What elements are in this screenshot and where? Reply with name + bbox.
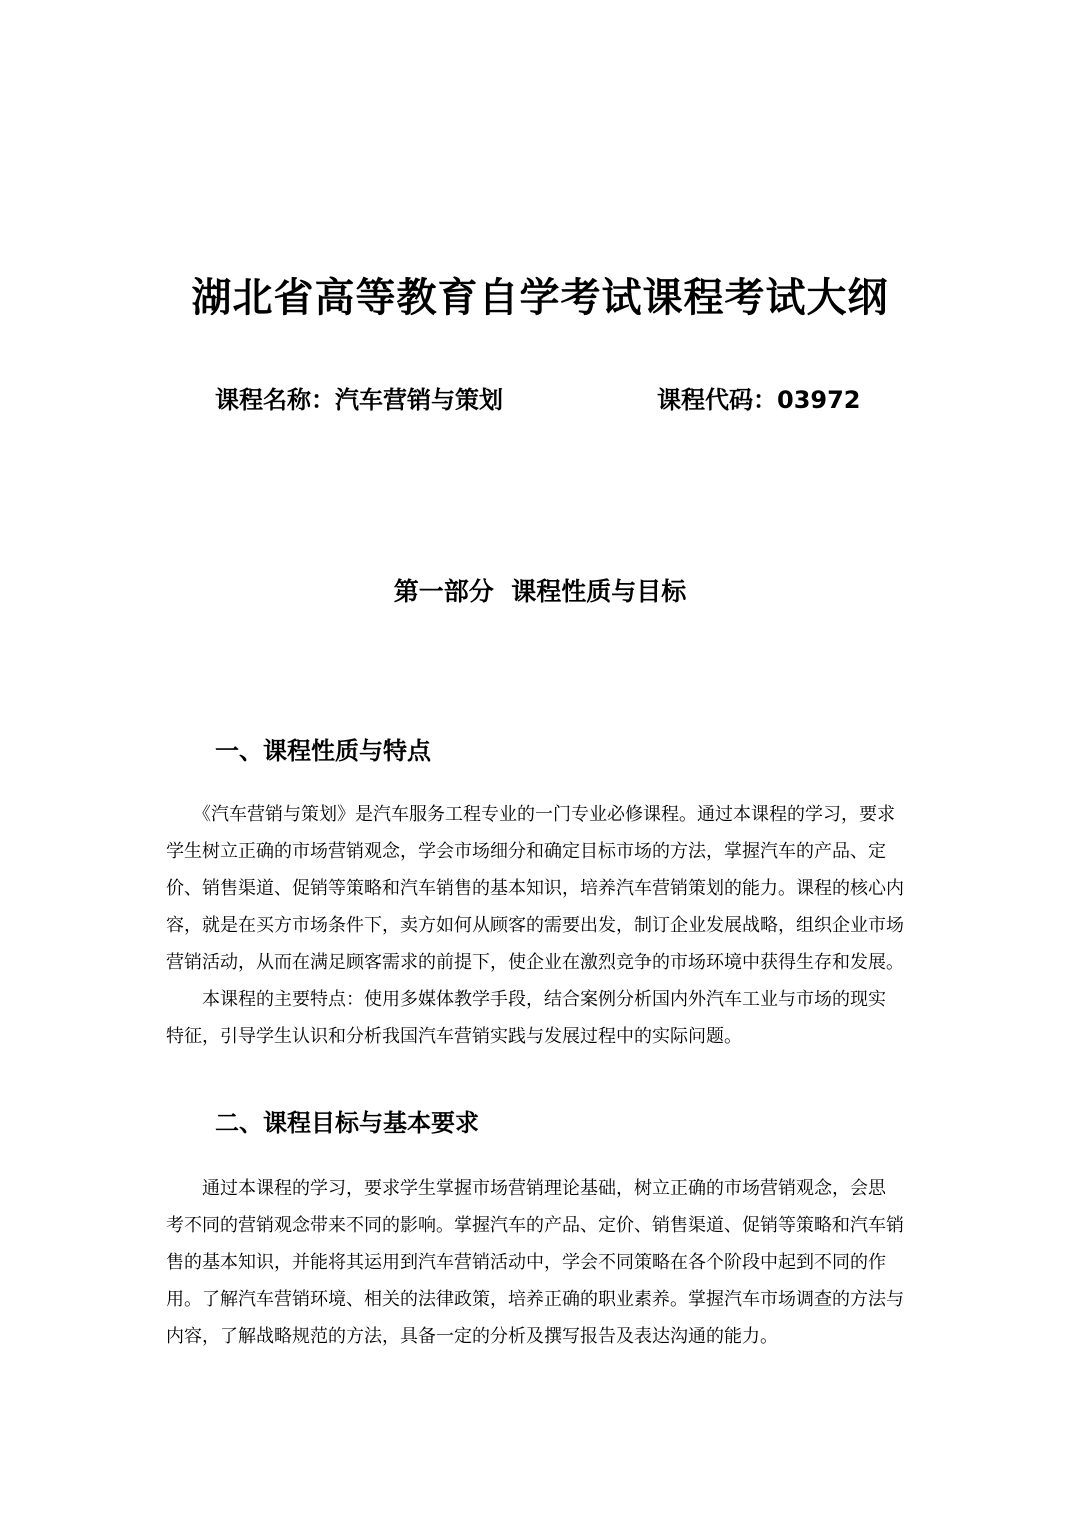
text-line: 价、销售渠道、促销等策略和汽车销售的基本知识，培养汽车营销策划的能力。课程的核心内 [166, 878, 904, 899]
document-title: 湖北省高等教育自学考试课程考试大纲 [191, 275, 889, 321]
section-body-nature [166, 796, 926, 1055]
text-line: 售的基本知识，并能将其运用到汽车营销活动中，学会不同策略在各个阶段中起到不同的作 [166, 1252, 886, 1273]
course-code: 课程代码：03972 [657, 386, 861, 414]
text-line: 内容，了解战略规范的方法，具备一定的分析及撰写报告及表达沟通的能力。 [166, 1326, 778, 1347]
course-name: 课程名称：汽车营销与策划 [215, 386, 503, 414]
section-heading-nature: 一、课程性质与特点 [215, 737, 431, 765]
text-line: 通过本课程的学习，要求学生掌握市场营销理论基础，树立正确的市场营销观念，会思 [166, 1178, 886, 1199]
section-heading-goals: 二、课程目标与基本要求 [215, 1109, 479, 1137]
text-line: 营销活动，从而在满足顾客需求的前提下，使企业在激烈竞争的市场环境中获得生存和发展。 [166, 952, 904, 973]
text-line: 学生树立正确的市场营销观念，学会市场细分和确定目标市场的方法，掌握汽车的产品、定 [166, 841, 886, 862]
text-line: 特征，引导学生认识和分析我国汽车营销实践与发展过程中的实际问题。 [166, 1026, 742, 1047]
text-line: 《汽车营销与策划》是汽车服务工程专业的一门专业必修课程。通过本课程的学习，要求 [166, 804, 895, 825]
text-line: 本课程的主要特点：使用多媒体教学手段，结合案例分析国内外汽车工业与市场的现实 [166, 989, 886, 1010]
text-line: 容，就是在买方市场条件下，卖方如何从顾客的需要出发，制订企业发展战略，组织企业市场 [166, 915, 904, 936]
text-line: 考不同的营销观念带来不同的影响。掌握汽车的产品、定价、销售渠道、促销等策略和汽车销 [166, 1215, 904, 1236]
part-heading: 第一部分 课程性质与目标 [393, 577, 687, 606]
section-body-goals [166, 1170, 926, 1355]
text-line: 用。了解汽车营销环境、相关的法律政策，培养正确的职业素养。掌握汽车市场调查的方法与 [166, 1289, 904, 1310]
